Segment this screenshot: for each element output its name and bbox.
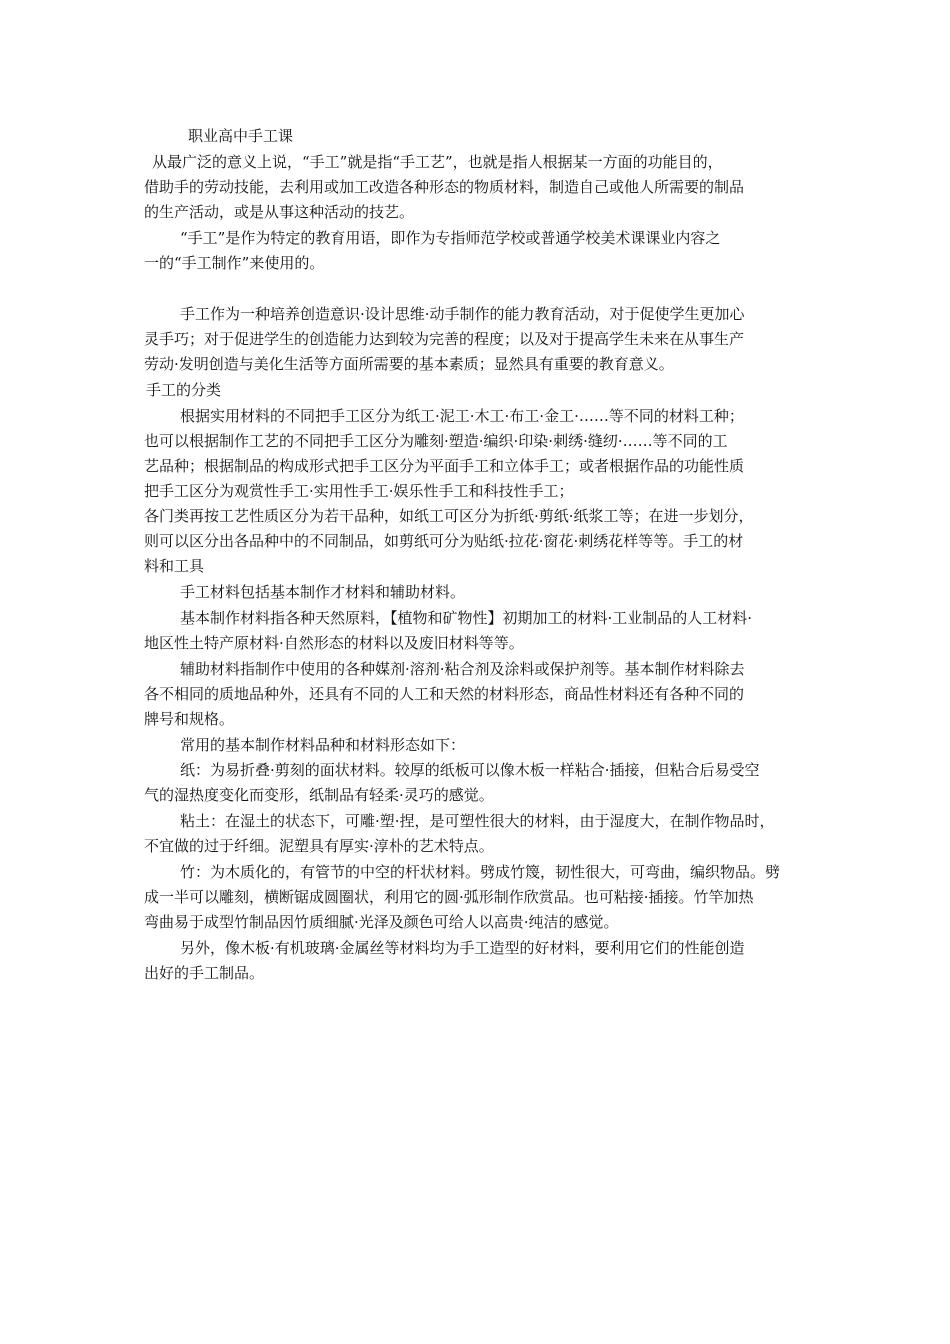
paragraph-line: 竹：为木质化的，有管节的中空的杆状材料。劈成竹篾，韧性很大，可弯曲，编织物品。劈 [180,863,781,881]
paragraph-line: 一的“手工制作”来使用的。 [144,254,325,272]
paragraph-line: 劳动·发明创造与美化生活等方面所需要的基本素质；显然具有重要的教育意义。 [144,355,674,373]
paragraph-line: 灵手巧；对于促进学生的创造能力达到较为完善的程度；以及对于提高学生未来在从事生产 [144,330,745,348]
paragraph-line: 手工材料包括基本制作才材料和辅助材料。 [180,583,466,601]
paragraph-line: 借助手的劳动技能，去利用或加工改造各种形态的物质材料，制造自己或他人所需要的制品 [144,178,745,196]
paragraph-line: 牌号和规格。 [144,710,235,728]
paragraph-line: 另外，像木板·有机玻璃·金属丝等材料均为手工造型的好材料，要利用它们的性能创造 [180,939,745,957]
paragraph-line: 粘土：在湿土的状态下，可雕·塑·捏，是可塑性很大的材料，由于湿度大，在制作物品时， [180,812,775,830]
paragraph-line: 料和工具 [144,557,205,575]
paragraph-line: 不宜做的过于纤细。泥塑具有厚实·淳朴的艺术特点。 [144,837,494,855]
paragraph-line: 的生产活动，或是从事这种活动的技艺。 [144,203,415,221]
paragraph-line: 辅助材料指制作中使用的各种媒剂·溶剂·粘合剂及涂料或保护剂等。基本制作材料除去 [180,660,745,678]
section-heading: 手工的分类 [146,381,222,399]
paragraph-line: 艺品种；根据制品的构成形式把手工区分为平面手工和立体手工；或者根据作品的功能性质 [144,457,745,475]
paragraph-line: 则可以区分出各品种中的不同制品，如剪纸可分为贴纸·拉花·窗花·刺绣花样等等。手工的材 [144,532,744,550]
paragraph-line: 出好的手工制品。 [144,964,265,982]
paragraph-line: 弯曲易于成型竹制品因竹质细腻·光泽及颜色可给人以高贵·纯洁的感觉。 [144,913,619,931]
paragraph-line: 把手工区分为观赏性手工·实用性手工·娱乐性手工和科技性手工； [144,482,574,500]
paragraph-line: 手工作为一种培养创造意识·设计思维·动手制作的能力教育活动，对于促使学生更加心 [180,305,745,323]
paragraph-line: 纸：为易折叠·剪刻的面状材料。较厚的纸板可以像木板一样粘合·插接，但粘合后易受空 [180,761,760,779]
paragraph-line: 从最广泛的意义上说，“手工”就是指“手工艺”，也就是指人根据某一方面的功能目的， [152,153,723,171]
paragraph-line: 也可以根据制作工艺的不同把手工区分为雕刻·塑造·编织·印染·刺绣·缝纫·……等不同的工 [144,432,728,450]
paragraph-line: 常用的基本制作材料品种和材料形态如下： [180,736,466,754]
paragraph-line: 各不相同的质地品种外，还具有不同的人工和天然的材料形态，商品性材料还有各种不同的 [144,685,745,703]
paragraph-line: 根据实用材料的不同把手工区分为纸工·泥工·木工·布工·金工·……等不同的材料工种； [180,407,744,425]
paragraph-line: 成一半可以雕刻，横断锯成圆圈状，利用它的圆·弧形制作欣赏品。也可粘接·插接。竹竿加热 [144,888,754,906]
paragraph-line: 气的湿热度变化而变形，纸制品有轻柔·灵巧的感觉。 [144,786,494,804]
paragraph-line: “手工”是作为特定的教育用语，即作为专指师范学校或普通学校美术课课业内容之 [180,229,721,247]
paragraph-line: 基本制作材料指各种天然原料，【植物和矿物性】初期加工的材料·工业制品的人工材料· [180,609,753,627]
paragraph-line: 各门类再按工艺性质区分为若干品种，如纸工可区分为折纸·剪纸·纸浆工等；在进一步划分， [144,507,754,525]
document-title: 职业高中手工课 [188,127,294,145]
paragraph-line: 地区性土特产原材料·自然形态的材料以及废旧材料等等。 [144,634,524,652]
